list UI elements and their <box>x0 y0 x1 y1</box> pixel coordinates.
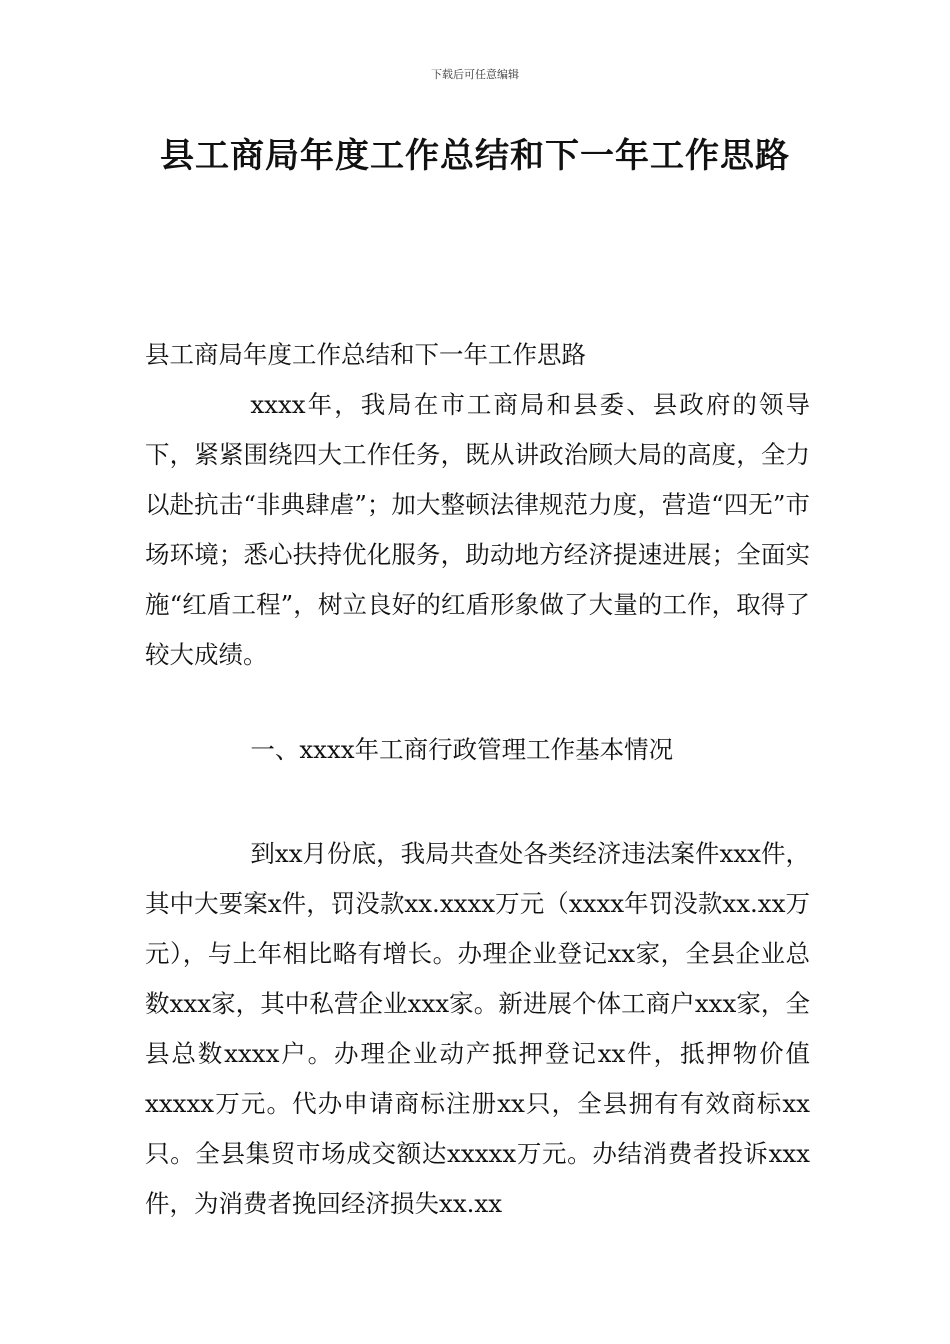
section-heading: 一、xxxx年工商行政管理工作基本情况 <box>250 735 674 764</box>
document-subtitle: 县工商局年度工作总结和下一年工作思路 <box>145 340 586 369</box>
header-note: 下载后可任意编辑 <box>431 68 519 81</box>
document-body <box>145 330 810 1229</box>
document-title: 县工商局年度工作总结和下一年工作思路 <box>160 136 790 176</box>
intro-paragraph: xxxx年，我局在市工商局和县委、县政府的领导下，紧紧围绕四大工作任务，既从讲政治顾大局的高度，全力以赴抗击“非典肆虐”；加大整顿法律规范力度，营造“四无”市场环境；悉心扶持优化服务，助动地方经济提速进展；全面实施“红盾工程”，树立良好的红盾形象做了大量的工作，取得了较大成绩。 <box>145 390 810 669</box>
section-paragraph: 到xx月份底，我局共查处各类经济违法案件xxx件，其中大要案x件，罚没款xx.xxxx万元（xxxx年罚没款xx.xx万元），与上年相比略有增长。办理企业登记xx家，全县企业总数xxx家，其中私营企业xxx家。新进展个体工商户xxx家，全县总数xxxx户。办理企业动产抵押登记xx件，抵押物价值xxxxx万元。代办申请商标注册xx只，全县拥有有效商标xx只。全县集贸市场成交额达xxxxx万元。办结消费者投诉xxx件，为消费者挽回经济损失xx.xx <box>145 839 810 1218</box>
